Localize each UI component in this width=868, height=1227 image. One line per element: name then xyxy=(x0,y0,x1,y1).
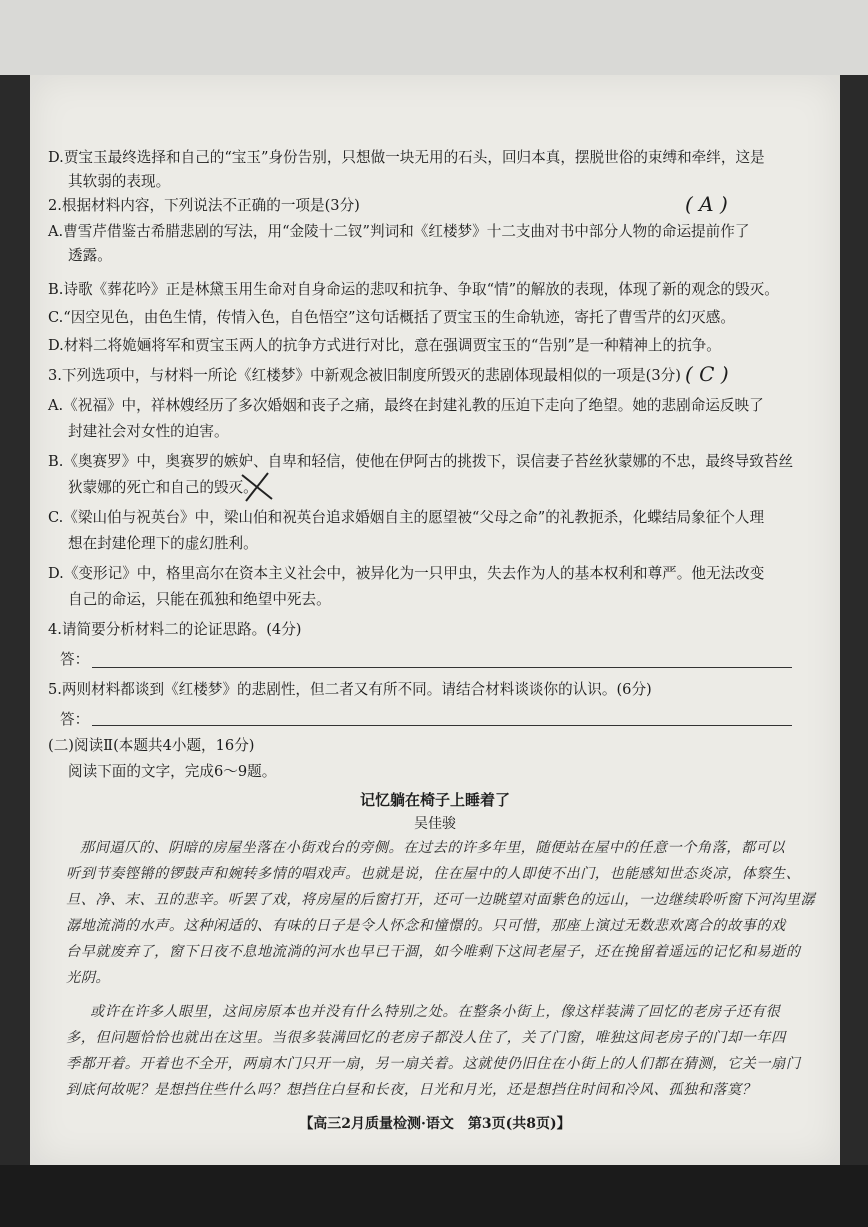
passage-p2-line: 到底何故呢？是想挡住些什么吗？想挡住白昼和长夜，日光和月光，还是想挡住时间和冷风、孤独和落寞？ xyxy=(66,1082,757,1098)
passage-p2-line: 季都开着。开着也不全开，两扇木门只开一扇，另一扇关着。这就使仍旧住在小街上的人们都在猜测，它关一扇门 xyxy=(66,1056,801,1072)
passage-p1-line: 光阴。 xyxy=(66,970,111,986)
q2-option-a-line2: 透露。 xyxy=(68,247,112,264)
reading-instruction: 阅读下面的文字，完成6～9题。 xyxy=(68,763,277,780)
question-2: 2.根据材料内容，下列说法不正确的一项是(3分) xyxy=(48,197,360,214)
q2-option-d: D.材料二将姽婳将军和贾宝玉两人的抗争方式进行对比，意在强调贾宝玉的“告别”是一种精神上的抗争。 xyxy=(48,337,721,354)
q3-option-a-line2: 封建社会对女性的迫害。 xyxy=(68,423,229,440)
q5-answer-line[interactable] xyxy=(92,725,792,726)
q1-option-d-line1: D.贾宝玉最终选择和自己的“宝玉”身份告别，只想做一块无用的石头，回归本真，摆脱世俗的束缚和牵绊，这是 xyxy=(48,149,765,166)
scan-margin-top xyxy=(0,0,868,75)
q4-answer-label: 答： xyxy=(60,651,90,668)
cross-out-mark xyxy=(238,469,278,503)
passage-p1-line: 旦、净、末、丑的悲辛。听罢了戏，将房屋的后窗打开，还可一边眺望对面紫色的远山，一边继续聆听窗下河沟里潺 xyxy=(66,892,816,908)
q2-option-a-line1: A.曹雪芹借鉴古希腊悲剧的写法，用“金陵十二钗”判词和《红楼梦》十二支曲对书中部分人物的命运提前作了 xyxy=(48,223,750,240)
q5-answer-label: 答： xyxy=(60,711,90,728)
passage-p1-line: 那间逼仄的、阴暗的房屋坐落在小街戏台的旁侧。在过去的许多年里，随便站在屋中的任意一个角落，都可以 xyxy=(80,840,786,856)
page-footer: 【高三2月质量检测·语文 第3页(共8页)】 xyxy=(299,1116,571,1132)
question-5: 5.两则材料都谈到《红楼梦》的悲剧性，但二者又有所不同。请结合材料谈谈你的认识。(6分) xyxy=(48,681,652,698)
passage-title: 记忆躺在椅子上睡着了 xyxy=(359,791,510,809)
q3-option-a-line1: A.《祝福》中，祥林嫂经历了多次婚姻和丧子之痛，最终在封建礼教的压迫下走向了绝望。她的悲剧命运反映了 xyxy=(48,397,764,414)
q3-option-b-line2: 狄蒙娜的死亡和自己的毁灭。 xyxy=(68,479,258,496)
passage-p2-line: 或许在许多人眼里，这间房原本也并没有什么特别之处。在整条小街上，像这样装满了回忆的老房子还有很 xyxy=(90,1004,781,1020)
q3-option-d-line2: 自己的命运，只能在孤独和绝望中死去。 xyxy=(68,591,331,608)
passage-p1-line: 台早就废弃了，窗下日夜不息地流淌的河水也早已干涸，如今唯剩下这间老屋子，还在挽留着遥远的记忆和易逝的 xyxy=(66,944,801,960)
q3-option-c-line2: 想在封建伦理下的虚幻胜利。 xyxy=(68,535,258,552)
q2-option-b: B.诗歌《葬花吟》正是林黛玉用生命对自身命运的悲叹和抗争、争取“情”的解放的表现，体现了新的观念的毁灭。 xyxy=(48,281,779,298)
scan-margin-bottom xyxy=(0,1165,868,1227)
question-4: 4.请简要分析材料二的论证思路。(4分) xyxy=(48,621,302,638)
q3-answer-mark: ( C ) xyxy=(685,362,729,386)
passage-author: 吴佳骏 xyxy=(414,816,456,832)
q2-option-c: C.“因空见色，由色生情，传情入色，自色悟空”这句话概括了贾宝玉的生命轨迹，寄托了曹雪芹的幻灭感。 xyxy=(48,309,735,326)
section-heading: (二)阅读Ⅱ(本题共4小题，16分) xyxy=(48,737,255,754)
q3-option-d-line1: D.《变形记》中，格里高尔在资本主义社会中，被异化为一只甲虫，失去作为人的基本权利和尊严。他无法改变 xyxy=(48,565,765,582)
q1-option-d-line2: 其软弱的表现。 xyxy=(68,173,171,190)
q3-option-b-line1: B.《奥赛罗》中，奥赛罗的嫉妒、自卑和轻信，使他在伊阿古的挑拨下，误信妻子苔丝狄蒙娜的不忠，最终导致苔丝 xyxy=(48,453,794,470)
passage-p1-line: 潺地流淌的水声。这种闲适的、有味的日子是令人怀念和憧憬的。只可惜，那座上演过无数悲欢离合的故事的戏 xyxy=(66,918,786,934)
question-3: 3.下列选项中，与材料一所论《红楼梦》中新观念被旧制度所毁灭的悲剧体现最相似的一项是(3分) xyxy=(48,367,681,384)
exam-page xyxy=(30,75,840,1165)
q3-option-c-line1: C.《梁山伯与祝英台》中，梁山伯和祝英台追求婚姻自主的愿望被“父母之命”的礼教扼杀，化蝶结局象征个人理 xyxy=(48,509,765,526)
q2-answer-mark: ( A ) xyxy=(685,192,728,216)
passage-p1-line: 听到节奏铿锵的锣鼓声和婉转多情的唱戏声。也就是说，住在屋中的人即使不出门，也能感知世态炎凉，体察生、 xyxy=(66,866,801,882)
q4-answer-line[interactable] xyxy=(92,667,792,668)
passage-p2-line: 多，但问题恰恰也就出在这里。当很多装满回忆的老房子都没人住了，关了门窗，唯独这间老房子的门却一年四 xyxy=(66,1030,786,1046)
